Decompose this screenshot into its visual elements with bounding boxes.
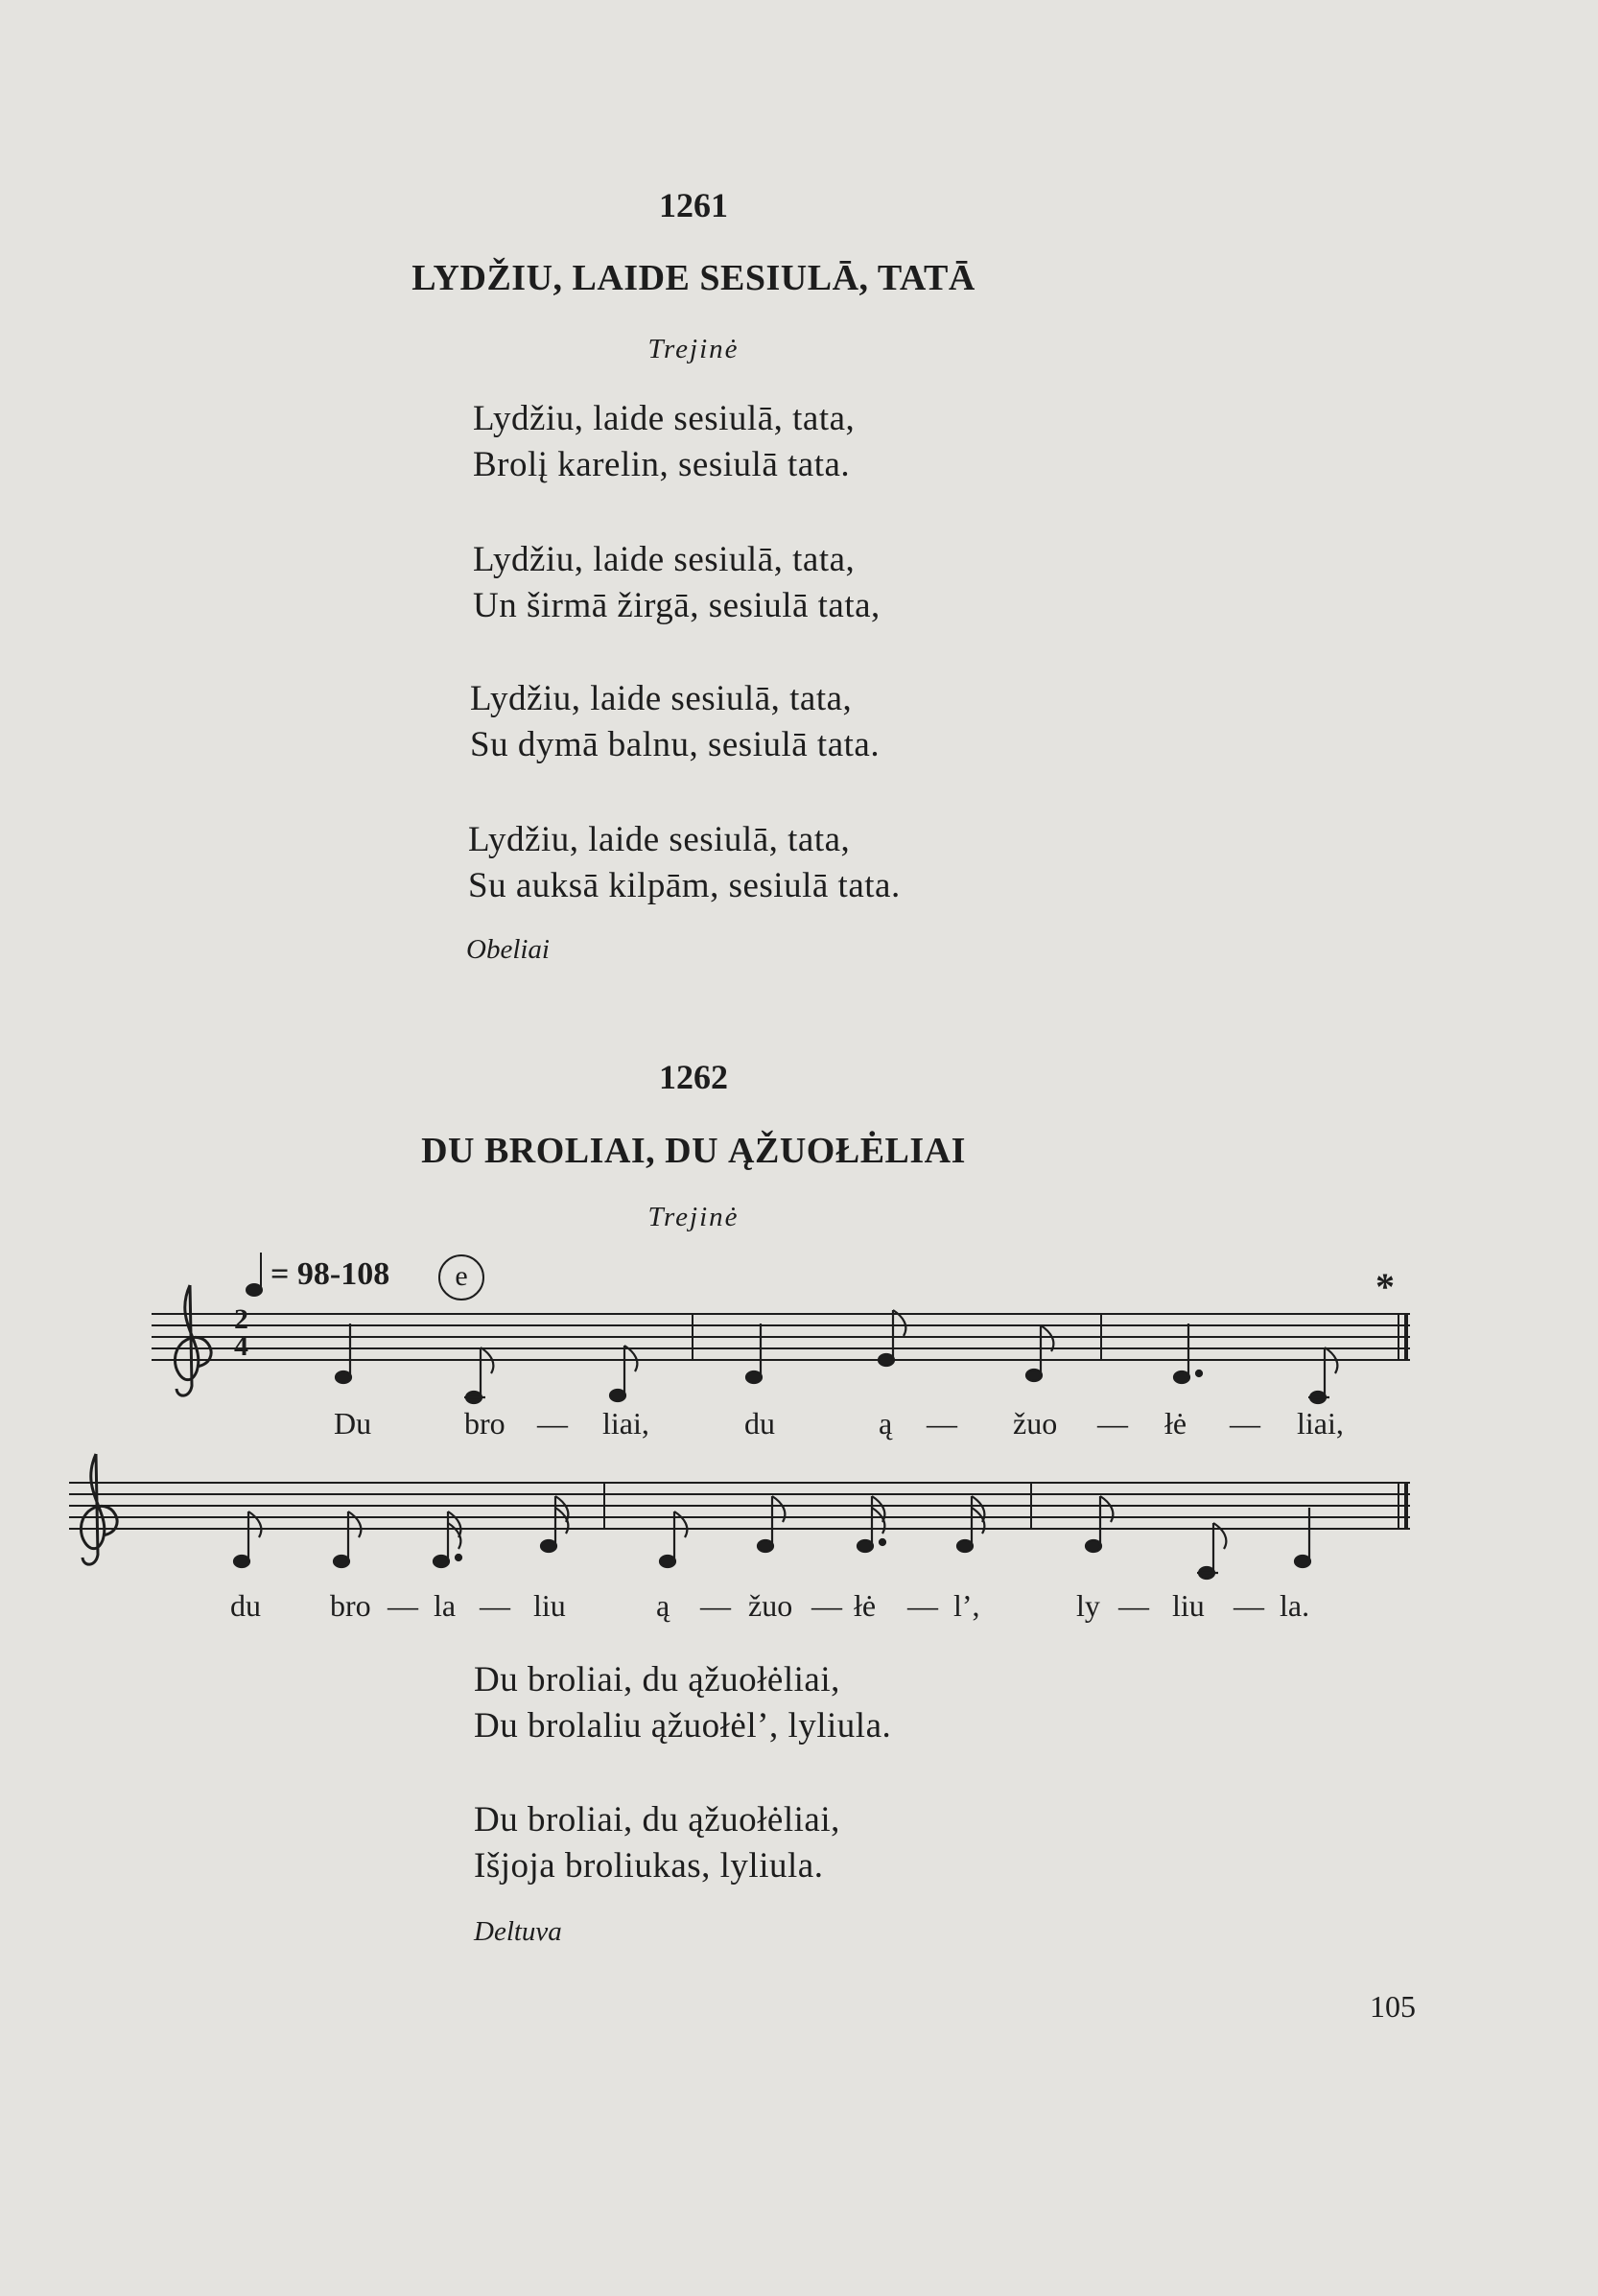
lyric-hyphen: — — [927, 1406, 957, 1441]
page-number: 105 — [1370, 1989, 1416, 2024]
lyric-syllable: łė — [854, 1588, 877, 1623]
lyric-syllable: ly — [1076, 1588, 1100, 1623]
lyric-hyphen: — — [388, 1588, 418, 1623]
verse-line: Lydžiu, laide sesiulā, tata, — [473, 540, 856, 579]
lyric-syllable: bro — [330, 1588, 371, 1623]
lyric-syllable: liai, — [602, 1406, 649, 1441]
time-signature-top: 2 — [234, 1303, 248, 1335]
lyric-hyphen: — — [907, 1588, 938, 1623]
verse-line: Su auksā kilpām, sesiulā tata. — [468, 866, 901, 905]
verse-line: Du broliai, du ąžuołėliai, — [474, 1660, 840, 1699]
lyric-syllable: žuo — [748, 1588, 793, 1623]
lyric-syllable: du — [744, 1406, 775, 1441]
lyric-syllable: du — [230, 1588, 261, 1623]
lyric-syllable: Du — [334, 1406, 372, 1441]
verse-line: Su dymā balnu, sesiulā tata. — [470, 725, 881, 764]
song-genre: Trejinė — [647, 1202, 740, 1232]
verse-line: Brolį karelin, sesiulā tata. — [473, 445, 851, 484]
song-place: Deltuva — [474, 1916, 562, 1947]
tempo-circle: e — [438, 1254, 484, 1300]
lyric-syllable: liai, — [1297, 1406, 1344, 1441]
song-number: 1262 — [659, 1058, 728, 1096]
lyric-hyphen: — — [1234, 1588, 1264, 1623]
lyric-syllable: l’, — [953, 1588, 980, 1623]
lyric-hyphen: — — [537, 1406, 568, 1441]
verse-line: Lydžiu, laide sesiulā, tata, — [473, 399, 856, 438]
tempo-marking: = 98-108 — [270, 1256, 390, 1292]
lyric-hyphen: — — [700, 1588, 731, 1623]
lyric-syllable: ą — [879, 1406, 893, 1441]
lyric-syllable: la — [434, 1588, 457, 1623]
verse-line: Du broliai, du ąžuołėliai, — [474, 1800, 840, 1839]
asterisk-mark: * — [1375, 1265, 1395, 1308]
verse-line: Išjoja broliukas, lyliula. — [474, 1846, 824, 1886]
stanza — [474, 1797, 840, 1889]
lyric-syllable: ą — [656, 1588, 670, 1623]
lyric-syllable: la. — [1280, 1588, 1310, 1623]
song-title: LYDŽIU, LAIDE SESIULĀ, TATĀ — [411, 258, 975, 298]
song-title: DU BROLIAI, DU ĄŽUOŁĖLIAI — [421, 1131, 966, 1171]
lyric-syllable: žuo — [1013, 1406, 1058, 1441]
lyric-syllable: liu — [1172, 1588, 1205, 1623]
verse-line: Lydžiu, laide sesiulā, tata, — [468, 820, 851, 859]
lyric-hyphen: — — [480, 1588, 510, 1623]
time-signature-bottom: 4 — [234, 1330, 248, 1362]
song-place: Obeliai — [466, 934, 550, 965]
lyric-hyphen: — — [1097, 1406, 1128, 1441]
lyric-hyphen: — — [811, 1588, 842, 1623]
song-number: 1261 — [659, 186, 728, 224]
verse-line: Lydžiu, laide sesiulā, tata, — [470, 679, 853, 718]
verse-line: Du brolaliu ąžuołėl’, lyliula. — [474, 1706, 892, 1745]
lyric-hyphen: — — [1118, 1588, 1149, 1623]
lyric-hyphen: — — [1230, 1406, 1260, 1441]
lyric-syllable: łė — [1164, 1406, 1187, 1441]
stanza — [474, 1657, 891, 1749]
lyric-syllable: liu — [533, 1588, 566, 1623]
lyric-syllable: bro — [464, 1406, 505, 1441]
song-genre: Trejinė — [647, 334, 740, 364]
verse-line: Un širmā žirgā, sesiulā tata, — [473, 586, 881, 625]
